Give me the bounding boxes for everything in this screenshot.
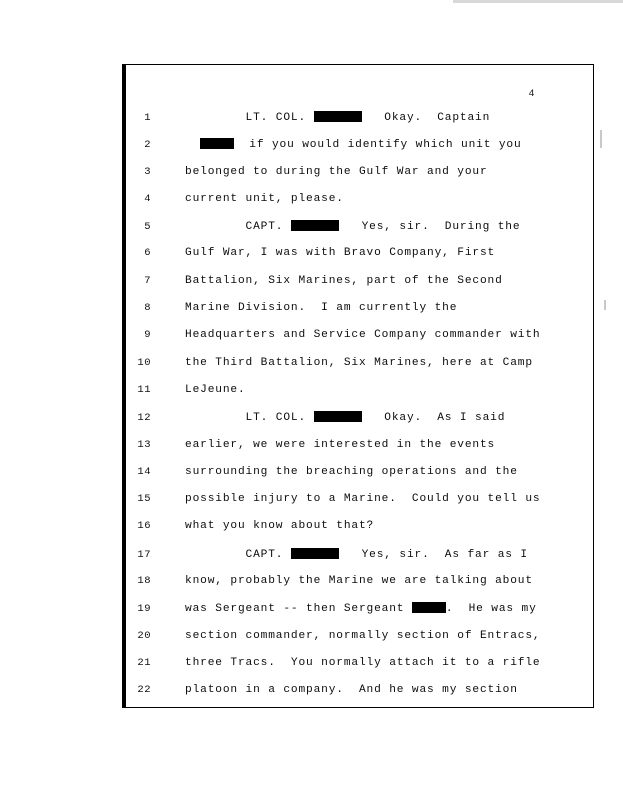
line-number: 8: [144, 302, 151, 315]
text-run: belonged to during the Gulf War and your: [185, 165, 488, 178]
line-text: [165, 548, 593, 561]
text-run: LeJeune.: [185, 383, 246, 396]
line-number: 18: [137, 575, 151, 588]
text-run: three Tracs. You normally attach it to a rifle: [185, 656, 541, 669]
line-number: 11: [137, 383, 151, 396]
text-run: Battalion, Six Marines, part of the Second: [185, 274, 503, 287]
transcript-line: [123, 630, 593, 657]
line-text: [165, 384, 593, 396]
page-number: 4: [528, 89, 535, 100]
line-text: [165, 138, 593, 151]
line-text: [165, 520, 593, 532]
line-text: [165, 111, 593, 124]
transcript-line: [123, 575, 593, 602]
transcript-line: [123, 357, 593, 384]
text-run: [185, 139, 200, 151]
transcript-line: [123, 439, 593, 466]
line-text: [165, 302, 593, 314]
line-number: 12: [137, 412, 151, 425]
line-text: [165, 275, 593, 287]
line-text: [165, 166, 593, 178]
transcript-line: [123, 602, 593, 629]
transcript-page-frame: [122, 64, 594, 708]
redaction-bar: [412, 602, 446, 613]
line-text: [165, 193, 593, 205]
transcript-line: [123, 548, 593, 575]
redaction-bar: [291, 548, 339, 559]
text-run: possible injury to a Marine. Could you tell us: [185, 493, 541, 506]
transcript-line: [123, 684, 593, 711]
redaction-bar: [314, 111, 362, 122]
text-run: Okay. Captain: [361, 111, 491, 124]
text-run: platoon in a company. And he was my section: [185, 684, 518, 697]
line-text: [165, 466, 593, 478]
line-text: [165, 657, 593, 669]
line-number: 3: [144, 165, 151, 178]
line-number: 22: [137, 684, 151, 697]
transcript-line: [123, 329, 593, 356]
line-number: 17: [137, 548, 151, 561]
transcript-line: [123, 193, 593, 220]
line-number: 5: [144, 221, 151, 234]
line-number: 10: [137, 356, 151, 369]
line-text: [165, 329, 593, 341]
line-number: 2: [144, 139, 151, 152]
text-run: CAPT.: [185, 221, 291, 234]
scan-artifact-speck: [604, 300, 606, 310]
transcript-line: [123, 275, 593, 302]
line-number: 7: [144, 274, 151, 287]
transcript-line: [123, 247, 593, 274]
line-text: [165, 439, 593, 451]
line-number: 13: [137, 438, 151, 451]
redaction-bar: [200, 138, 234, 149]
transcript-line: [123, 657, 593, 684]
text-run: surrounding the breaching operations and the: [185, 465, 518, 478]
transcript-line: [123, 302, 593, 329]
line-number: 4: [144, 192, 151, 205]
text-run: Marine Division. I am currently the: [185, 302, 458, 315]
text-run: know, probably the Marine we are talking about: [185, 575, 533, 588]
line-number: 16: [137, 520, 151, 533]
transcript-line: [123, 111, 593, 138]
transcript-line: [123, 493, 593, 520]
line-text: [165, 493, 593, 505]
line-text: [165, 684, 593, 696]
text-run: what you know about that?: [185, 520, 375, 533]
transcript-line: [123, 411, 593, 438]
text-run: current unit, please.: [185, 192, 344, 205]
text-run: earlier, we were interested in the events: [185, 438, 496, 451]
line-text: [165, 575, 593, 587]
line-number-divider-rule: [124, 64, 126, 708]
line-number: 15: [137, 493, 151, 506]
scan-artifact-speck: [600, 130, 602, 148]
line-number: 19: [137, 603, 151, 616]
text-run: Yes, sir. During the: [338, 221, 521, 234]
line-number: 14: [137, 465, 151, 478]
line-text: [165, 357, 593, 369]
transcript-line: [123, 384, 593, 411]
transcript-line: [123, 138, 593, 165]
line-number: 20: [137, 629, 151, 642]
line-number: 21: [137, 656, 151, 669]
line-number: 6: [144, 247, 151, 260]
line-text: [165, 220, 593, 233]
text-run: section commander, normally section of Entracs,: [185, 629, 541, 642]
line-text: [165, 411, 593, 424]
transcript-line: [123, 520, 593, 547]
text-run: LT. COL.: [185, 111, 314, 124]
redaction-bar: [314, 411, 362, 422]
line-number: 9: [144, 329, 151, 342]
line-text: [165, 630, 593, 642]
transcript-line: [123, 166, 593, 193]
transcript-body: [123, 111, 593, 712]
text-run: Okay. As I said: [361, 412, 506, 425]
redaction-bar: [291, 220, 339, 231]
text-run: was Sergeant -- then Sergeant: [185, 603, 412, 616]
transcript-line: [123, 466, 593, 493]
text-run: CAPT.: [185, 548, 291, 561]
text-run: the Third Battalion, Six Marines, here at Camp: [185, 356, 533, 369]
scan-artifact-top-edge: [453, 0, 623, 3]
text-run: Yes, sir. As far as I: [338, 548, 528, 561]
text-run: . He was my: [445, 603, 537, 616]
text-run: LT. COL.: [185, 412, 314, 425]
transcript-line: [123, 220, 593, 247]
text-run: Gulf War, I was with Bravo Company, First: [185, 247, 496, 260]
line-number: 1: [144, 111, 151, 124]
text-run: if you would identify which unit you: [234, 139, 522, 152]
text-run: Headquarters and Service Company commander with: [185, 329, 541, 342]
line-text: [165, 602, 593, 615]
line-text: [165, 247, 593, 259]
